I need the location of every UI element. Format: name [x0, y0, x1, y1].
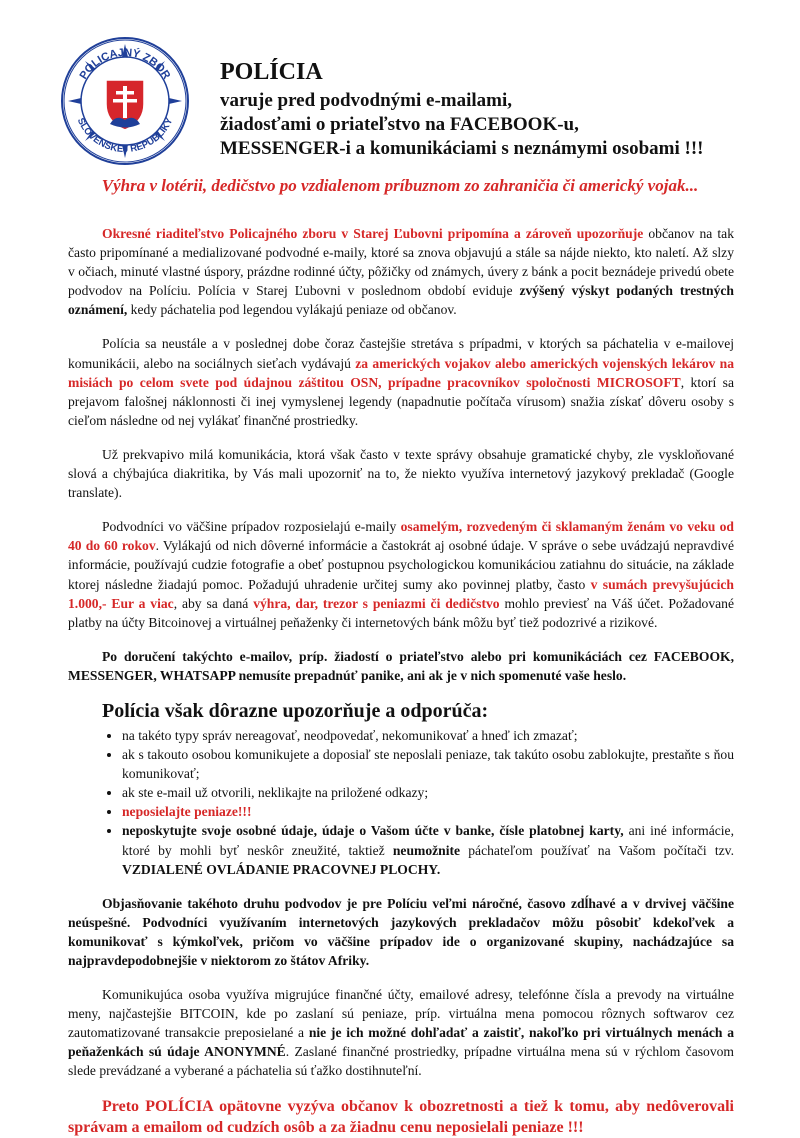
- highlight-text: za amerických vojakov alebo amerických vojenských lekárov na misiách po celom svete pod údajnou záštitou OSN, prípadne pracovníkov spoločnosti MICROSOFT: [68, 355, 735, 390]
- emphasis-text: VZDIALENÉ OVLÁDANIE PRACOVNEJ PLOCHY.: [122, 861, 441, 877]
- list-item-text: ak s takouto osobou komunikujete a doposiaľ ste neposlali peniaze, tak takúto osobu zablokujte, prestaňte s ňou komunikovať;: [122, 747, 734, 782]
- badge-ring-text-top: POLICAJNÝ ZBOR: [77, 46, 173, 82]
- paragraph-5: [68, 647, 734, 685]
- paragraph-3: [68, 445, 734, 502]
- paragraph-text: Komunikujúca osoba využíva migrujúce finančné účty, emailové adresy, telefónne čísla a prevody na virtuálne meny, najčastejšie BITCOIN, kde po zaslaní sú peniaze, príp. virtuálna mena pomocou rôznych softwarov cez zautomatizované transakcie preposielané a: [68, 987, 734, 1041]
- list-item: [122, 783, 734, 802]
- highlight-text: Okresné riaditeľstvo Policajného zboru v Starej Ľubovni pripomína a zároveň upozorňuje: [102, 226, 644, 241]
- paragraph-text: Objasňovanie takéhoto druhu podvodov je pre Políciu veľmi náročné, časovo zdĺhavé a v drvivej väčšine neúspešné. Podvodníci využívaním internetových jazykových prekladačov môžu pôsobiť kdekoľvek a komunikovať s kýmkoľvek, pričom vo väčšine prípadov ide o organizované skupiny, nachádzajúce sa najpravdepodobnejšie v niektorom zo štátov Afriky.: [68, 895, 734, 968]
- list-item-text: neposielajte peniaze!!!: [122, 804, 252, 820]
- header-line-2: žiadosťami o priateľstvo na FACEBOOK-u,: [220, 114, 579, 135]
- list-item-text: na takéto typy správ nereagovať, neodpovedať, nekomunikovať a hneď ich zmazať;: [122, 727, 578, 743]
- paragraph-text: Polícia sa neustále a v poslednej dobe čoraz častejšie stretáva s prípadmi, v ktorých sa páchatelia v e-mailovej komunikácii, alebo na sociálnych sieťach vydávajú: [68, 336, 734, 371]
- paragraph-text: občanov na tak často pripomínané a medializované podvodné e-maily, ktoré sa znova objavujú a stále sa nájde niekto, kto naletí. Až slzy v očiach, minuté vlastné úspory, prázdne rodinné účty, pôžičky od známych, úvery z bánk a pocit beznádeje privedú obete podvodov na Políciu. Polícia v Starej Ľubovni v poslednom období eviduje: [68, 226, 734, 299]
- paragraph-1: [68, 224, 734, 319]
- list-item-text: páchateľom používať na Vašom počítači tzv.: [460, 842, 734, 858]
- emphasis-text: neposkytujte svoje osobné údaje, údaje o Vašom účte v banke, čísle platobnej karty,: [122, 823, 624, 839]
- advice-list: [68, 726, 734, 879]
- paragraph-text: Po doručení takýchto e-mailov, príp. žiadostí o priateľstvo alebo pri komunikáciách cez FACEBOOK, MESSENGER, WHATSAPP nemusíte prepadnúť panike, ani ak je v nich spomenuté vaše heslo.: [68, 648, 734, 683]
- header-line-1: varuje pred podvodnými e-mailami,: [220, 90, 513, 111]
- paragraph-7: [68, 985, 734, 1080]
- highlight-text: osamelým, rozvedeným či sklamaným ženám vo veku od 40 do 60 rokov: [68, 519, 734, 554]
- police-badge-logo: [60, 36, 190, 166]
- paragraph-text: , ktorí sa prejavom falošnej náklonnosti či inej vymyslenej legendy (napadnutie počítača vírusom) snažia získať dôveru osoby s cieľom následne od nej vylákať finančné prostriedky.: [68, 374, 734, 428]
- subtitle: Výhra v lotérii, dedičstvo po vzdialenom príbuznom zo zahraničia či americký vojak...: [101, 176, 699, 195]
- paragraph-4: [68, 517, 734, 632]
- paragraph-text: kedy páchatelia pod legendou vylákajú peniaze od občanov.: [127, 302, 457, 318]
- final-appeal: Preto POLÍCIA opätovne vyzýva občanov k obozretnosti a tiež k tomu, aby nedôverovali správam a emailom od cudzích osôb a za žiadnu cenu neposielali peniaze !!!: [68, 1097, 734, 1136]
- highlight-text: výhra, dar, trezor s peniazmi či dedičstvo: [253, 595, 500, 611]
- paragraph-text: mohlo previesť na Váš účet. Požadované platby na účty Bitcoinovej a virtuálnej peňaženky či internetových bánk môžu byť tiež podozrivé a rizikové.: [68, 595, 735, 630]
- paragraph-text: Podvodníci vo väčšine prípadov rozposielajú e-maily: [102, 519, 401, 535]
- advice-heading: Polícia však dôrazne upozorňuje a odporúča:: [102, 699, 489, 722]
- list-item-text: ani iné informácie, ktoré by mohli byť neskôr zneužité, taktiež: [122, 823, 734, 858]
- paragraph-text: . Vylákajú od nich dôverné informácie a častokrát aj osobné údaje. V správe o sebe uvádzajú nepravdivé informácie, používajú cudzie fotografie a obeť postupnou psychologickou komunikáciou zatiahnu do situácie, na základe ktorej následne žiadajú pomoc. Požadujú uhradenie určitej sumy ako povinnej platby, často: [68, 538, 735, 592]
- paragraph-2: [68, 334, 734, 429]
- document-body: [68, 224, 734, 1138]
- paragraph-text: . Zaslané finančné prostriedky, prípadne virtuálna mena sú v rýchlom časovom slede prevádzané a vyberané a páchatelia sú ťažko dostihnuteľní.: [68, 1044, 734, 1079]
- page-title: POLÍCIA: [220, 59, 323, 85]
- paragraph-text: Už prekvapivo milá komunikácia, ktorá však často v texte správy obsahuje gramatické chyby, zle vyskloňované slová a chýbajúca diakritika, by Vás mali upozorniť na to, že niekto využíva internetový jazykový prekladač (Google translate).: [68, 446, 734, 501]
- emphasis-text: zvýšený výskyt podaných trestných oznámení,: [68, 283, 734, 318]
- list-item: [122, 745, 734, 783]
- paragraph-text: , aby sa daná: [173, 595, 254, 611]
- header: [220, 58, 780, 161]
- emphasis-text: neumožnite: [392, 842, 461, 858]
- list-item: [122, 821, 734, 878]
- list-item: [122, 802, 734, 821]
- paragraph-6: [68, 894, 734, 970]
- list-item: [122, 726, 734, 745]
- slovak-coat-of-arms-icon: [106, 80, 144, 130]
- highlight-text: v sumách prevyšujúcich 1.000,- Eur a viac: [68, 576, 734, 611]
- emphasis-text: nie je ich možné dohľadať a zaistiť, nakoľko pri virtuálnych menách a peňaženkách sú údaje ANONYMNÉ: [68, 1025, 734, 1060]
- header-line-3: MESSENGER-i a komunikáciami s neznámymi osobami !!!: [220, 138, 704, 159]
- badge-ring-text-bottom: SLOVENSKEJ REPUBLIKY: [74, 116, 176, 156]
- list-item-text: ak ste e-mail už otvorili, neklikajte na priložené odkazy;: [122, 785, 429, 801]
